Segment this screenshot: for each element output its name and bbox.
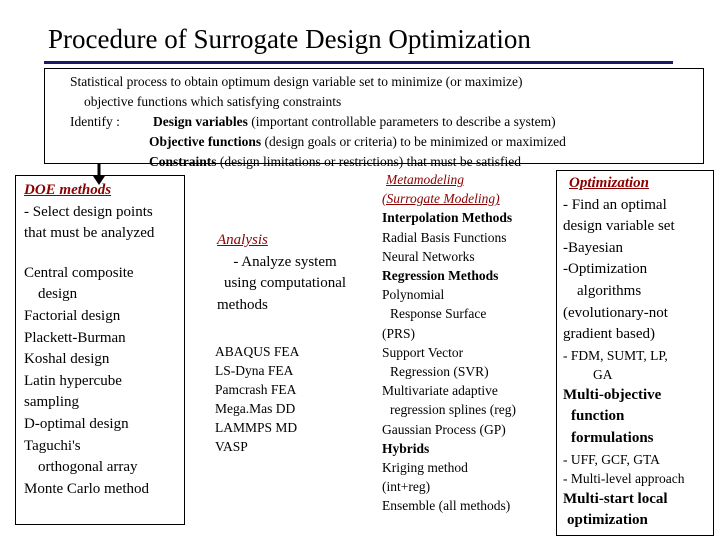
opt-line: - UFF, GCF, GTA <box>563 451 660 467</box>
page-title: Procedure of Surrogate Design Optimization <box>48 24 531 54</box>
opt-line: -Bayesian <box>563 239 623 256</box>
meta-item: Neural Networks <box>382 248 475 264</box>
meta-item: Support Vector <box>382 344 464 360</box>
meta-item: Response Surface <box>390 306 487 322</box>
meta-item: Regression (SVR) <box>390 364 489 380</box>
analysis-tool: ABAQUS FEA <box>215 344 300 359</box>
interpolation-methods: Interpolation Methods <box>382 210 513 226</box>
regression-methods: Regression Methods <box>382 268 499 284</box>
definition-box <box>44 68 704 169</box>
doe-heading: DOE methods <box>24 182 112 198</box>
title-underline <box>44 61 673 64</box>
doe-item: orthogonal array <box>38 459 138 476</box>
analysis-tool: Mega.Mas DD <box>215 401 296 416</box>
meta-item: Gaussian Process (GP) <box>382 421 506 437</box>
doe-item: Plackett-Burman <box>24 329 126 346</box>
definition-line-2: objective functions which satisfying constraints <box>84 94 342 109</box>
optimization-box <box>556 170 714 536</box>
opt-line: GA <box>593 367 613 383</box>
identify-label: Identify : <box>70 114 120 129</box>
objective-functions-line <box>149 132 566 151</box>
doe-item: Central composite <box>24 264 134 281</box>
meta-item: regression splines (reg) <box>390 402 516 418</box>
opt-line: (evolutionary-not <box>563 304 668 321</box>
meta-item: Kriging method <box>382 460 468 476</box>
opt-line: design variable set <box>563 218 675 235</box>
doe-item: Koshal design <box>24 351 110 368</box>
opt-line: formulations <box>571 429 654 446</box>
constraints-term: Constraints <box>149 154 217 169</box>
metamodeling-section <box>382 170 545 516</box>
doe-desc-1: - Select design points <box>24 203 153 220</box>
meta-item: Ensemble (all methods) <box>382 498 511 514</box>
meta-item: (int+reg) <box>382 479 431 495</box>
opt-line: - Multi-level approach <box>563 471 685 487</box>
analysis-tools-list <box>215 342 299 456</box>
hybrids-heading: Hybrids <box>382 440 430 456</box>
definition-line-1: Statistical process to obtain optimum design variable set to minimize (or maximize) <box>70 74 523 89</box>
analysis-desc-2: using computational <box>223 275 347 292</box>
opt-line: function <box>571 408 625 425</box>
analysis-tool: VASP <box>215 439 248 454</box>
constraints-desc: (design limitations or restrictions) that must be satisfied <box>216 154 521 169</box>
doe-item: Factorial design <box>24 307 121 324</box>
doe-item: Taguchi's <box>24 437 81 454</box>
objective-functions-desc: (design goals or criteria) to be minimized or maximized <box>261 134 566 149</box>
opt-line: optimization <box>567 512 648 529</box>
opt-line: - FDM, SUMT, LP, <box>563 347 668 363</box>
objective-functions-term: Objective functions <box>149 134 262 149</box>
design-variables-line <box>153 112 556 131</box>
doe-item: sampling <box>24 394 79 411</box>
metamodeling-heading: Metamodeling <box>386 172 464 187</box>
surrogate-modeling-heading: (Surrogate Modeling) <box>382 191 500 207</box>
design-variables-term: Design variables <box>153 114 248 129</box>
opt-line: -Optimization <box>563 261 648 278</box>
analysis-section <box>205 230 365 316</box>
meta-item: Multivariate adaptive <box>382 383 498 399</box>
multi-start-heading: Multi-start local <box>563 490 668 507</box>
analysis-heading: Analysis <box>217 232 268 248</box>
constraints-line <box>149 152 521 171</box>
multi-objective-heading: Multi-objective <box>563 386 662 403</box>
doe-desc-2: that must be analyzed <box>24 225 155 242</box>
doe-item: design <box>38 286 78 303</box>
doe-methods-box <box>15 175 185 525</box>
meta-item: Polynomial <box>382 287 445 303</box>
doe-item: D-optimal design <box>24 415 129 432</box>
analysis-desc-1: - Analyze system <box>233 253 337 270</box>
doe-item: Monte Carlo method <box>24 480 149 497</box>
analysis-tool: LAMMPS MD <box>215 420 298 435</box>
analysis-tool: LS-Dyna FEA <box>215 363 294 378</box>
opt-line: algorithms <box>577 282 642 299</box>
doe-item: Latin hypercube <box>24 372 122 389</box>
opt-line: - Find an optimal <box>563 196 667 213</box>
meta-item: (PRS) <box>382 325 416 341</box>
analysis-desc-3: methods <box>217 296 268 313</box>
design-variables-desc: (important controllable parameters to describe a system) <box>247 114 556 129</box>
optimization-heading: Optimization <box>569 175 650 191</box>
opt-line: gradient based) <box>563 326 656 343</box>
meta-item: Radial Basis Functions <box>382 229 507 245</box>
analysis-tool: Pamcrash FEA <box>215 382 297 397</box>
